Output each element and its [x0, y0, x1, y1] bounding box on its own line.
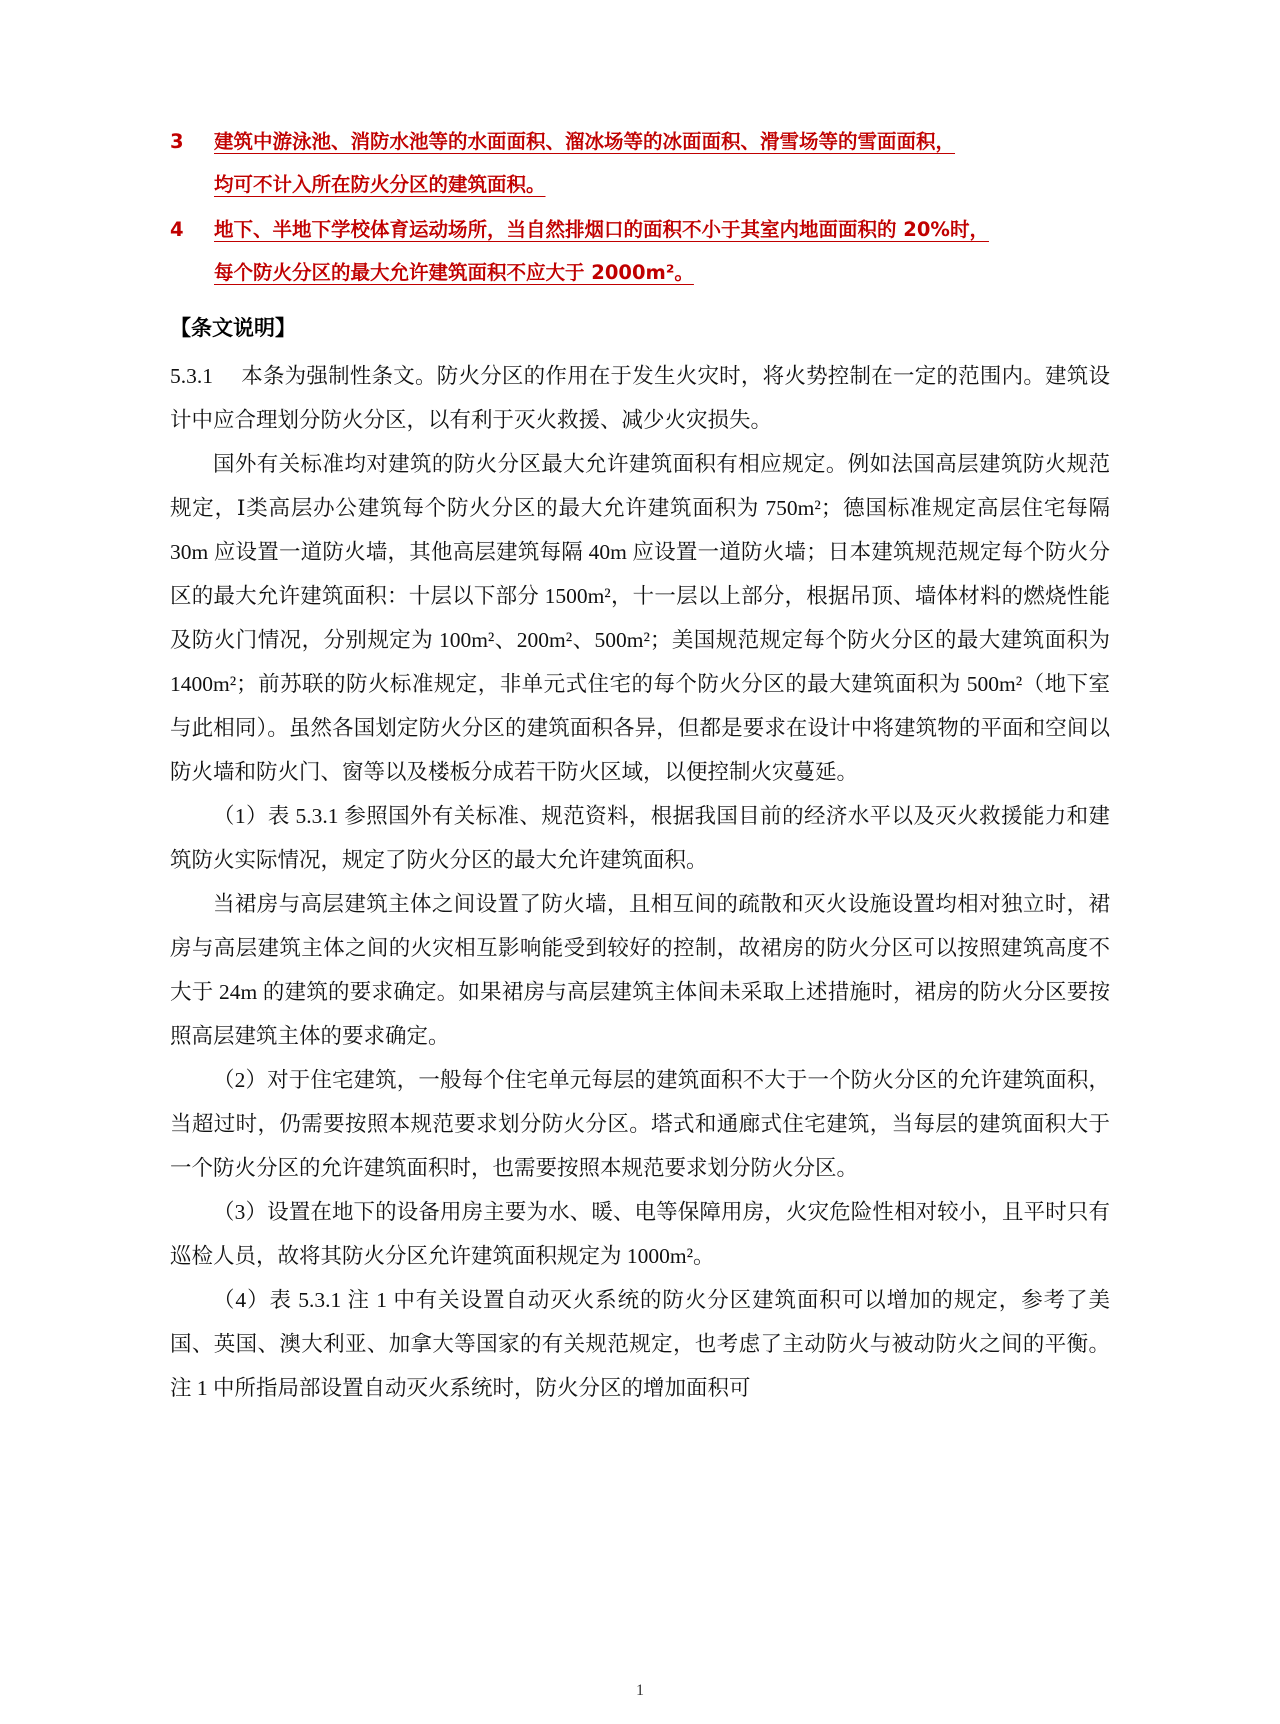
red-annotated-notes	[170, 120, 1110, 294]
red-note-3-text-1: 建筑中游泳池、消防水池等的水面面积、溜冰场等的冰面面积、滑雪场等的雪面面积，	[214, 130, 956, 153]
paragraph-7: （4）表 5.3.1 注 1 中有关设置自动灭火系统的防火分区建筑面积可以增加的规定，参考了美国、英国、澳大利亚、加拿大等国家的有关规范规定，也考虑了主动防火与被动防火之间的平衡。注 1 中所指局部设置自动灭火系统时，防火分区的增加面积可	[170, 1288, 1110, 1400]
paragraph-6: （3）设置在地下的设备用房主要为水、暖、电等保障用房，火灾危险性相对较小，且平时只有巡检人员，故将其防火分区允许建筑面积规定为 1000m²。	[170, 1200, 1110, 1268]
red-note-4-text-1: 地下、半地下学校体育运动场所，当自然排烟口的面积不小于其室内地面面积的 20%时，	[214, 218, 989, 241]
red-note-4-line-1	[170, 208, 1110, 251]
paragraph-3: （1）表 5.3.1 参照国外有关标准、规范资料，根据我国目前的经济水平以及灭火救援能力和建筑防火实际情况，规定了防火分区的最大允许建筑面积。	[170, 804, 1110, 872]
red-note-3-number: 3	[170, 130, 184, 153]
red-note-3	[170, 120, 1110, 206]
paragraph-clause-5-3-1	[170, 354, 1110, 442]
red-note-4-number: 4	[170, 218, 184, 241]
red-note-4-line-2: 每个防火分区的最大允许建筑面积不应大于 2000m²。	[214, 261, 694, 284]
red-note-3-line-1	[170, 120, 1110, 163]
page-number: 1	[636, 1682, 644, 1699]
clause-number: 5.3.1	[170, 364, 213, 388]
section-heading: 【条文说明】	[170, 316, 296, 340]
paragraph-text-1: 本条为强制性条文。防火分区的作用在于发生火灾时，将火势控制在一定的范围内。建筑设计中应合理划分防火分区，以有利于灭火救援、减少火灾损失。	[170, 364, 1110, 432]
red-note-4	[170, 208, 1110, 294]
paragraph-2: 国外有关标准均对建筑的防火分区最大允许建筑面积有相应规定。例如法国高层建筑防火规范规定，Ⅰ类高层办公建筑每个防火分区的最大允许建筑面积为 750m²；德国标准规定高层住宅每隔 30m 应设置一道防火墙，其他高层建筑每隔 40m 应设置一道防火墙；日本建筑规范规定每个防火分区的最大允许建筑面积：十层以下部分 1500m²，十一层以上部分，根据吊顶、墙体材料的燃烧性能及防火门情况，分别规定为 100m²、200m²、500m²；美国规范规定每个防火分区的最大建筑面积为 1400m²；前苏联的防火标准规定，非单元式住宅的每个防火分区的最大建筑面积为 500m²（地下室与此相同）。虽然各国划定防火分区的建筑面积各异，但都是要求在设计中将建筑物的平面和空间以防火墙和防火门、窗等以及楼板分成若干防火区域，以便控制火灾蔓延。	[170, 452, 1110, 784]
paragraph-5: （2）对于住宅建筑，一般每个住宅单元每层的建筑面积不大于一个防火分区的允许建筑面积，当超过时，仍需要按照本规范要求划分防火分区。塔式和通廊式住宅建筑，当每层的建筑面积大于一个防火分区的允许建筑面积时，也需要按照本规范要求划分防火分区。	[170, 1068, 1110, 1180]
red-note-3-line-2: 均可不计入所在防火分区的建筑面积。	[214, 173, 546, 196]
paragraph-4: 当裙房与高层建筑主体之间设置了防火墙，且相互间的疏散和灭火设施设置均相对独立时，裙房与高层建筑主体之间的火灾相互影响能受到较好的控制，故裙房的防火分区可以按照建筑高度不大于 24m 的建筑的要求确定。如果裙房与高层建筑主体间未采取上述措施时，裙房的防火分区要按照高层建筑主体的要求确定。	[170, 892, 1110, 1048]
